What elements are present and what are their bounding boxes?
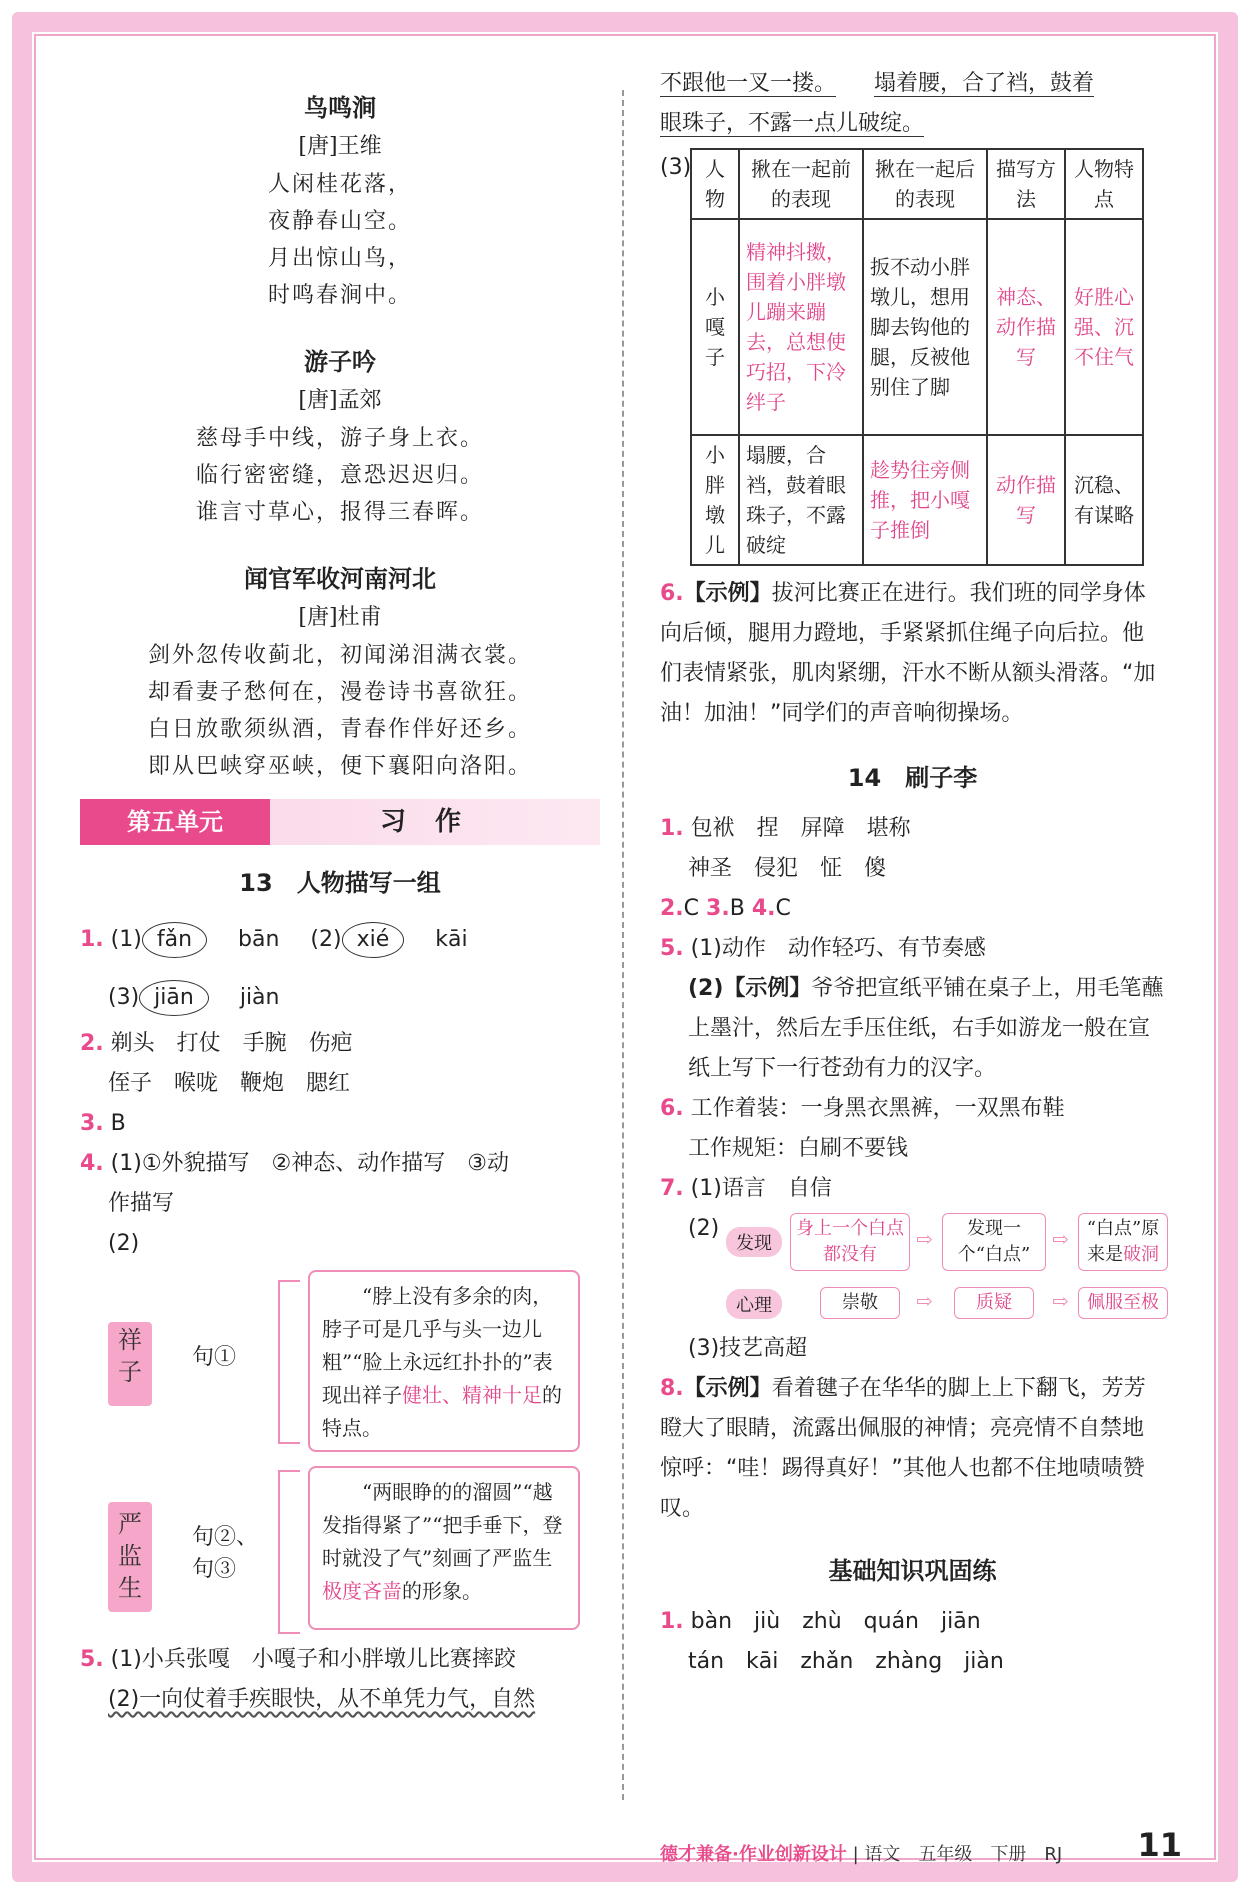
flow-box: “白点”原来是破洞	[1078, 1213, 1168, 1271]
page-number: 11	[1137, 1826, 1182, 1864]
pinyin: kāi	[435, 927, 468, 952]
question-number: 8.	[660, 1376, 684, 1401]
table-cell: 塌腰，合裆，鼓着眼珠子，不露破绽	[739, 435, 863, 565]
poem-line: 慈母手中线，游子身上衣。	[195, 426, 484, 451]
poem-line: 临行密密缝，意恐迟迟归。	[195, 463, 484, 488]
question-number: 1.	[660, 1609, 684, 1634]
flow-label: 发现	[726, 1227, 782, 1257]
question-2	[80, 1024, 600, 1104]
arrow-right-icon: ⇨	[916, 1227, 933, 1251]
answer-text: 拔河比赛正在进行。我们班的同学身体向后倾，腿用力蹬地，手紧紧抓住绳子向后拉。他们表情紧张，肌肉紧绷，汗水不断从额头滑落。“加油！加油！”同学们的声音响彻操场。	[660, 581, 1156, 726]
poem-line: 即从巴峡穿巫峡，便下襄阳向洛阳。	[147, 754, 532, 779]
poem-author: [唐]王维	[298, 134, 382, 159]
question-1	[660, 809, 1165, 889]
table-cell: 小嘎子	[691, 219, 739, 435]
table-row	[691, 219, 1143, 435]
unit-tag: 第五单元	[80, 799, 270, 845]
question-number: 3.	[706, 896, 730, 921]
answer-text: (3)技艺高超	[688, 1336, 808, 1361]
answer-text: 不跟他一叉一搂。	[660, 71, 837, 96]
subject-text: 语文 五年级 下册 RJ	[864, 1844, 1063, 1865]
flow-box: 崇敬	[820, 1287, 900, 1319]
question-number: 5.	[80, 1647, 104, 1672]
question-number: 3.	[80, 1111, 104, 1136]
character-diagram	[80, 1270, 600, 1630]
answer-text: 神圣 侵犯 怔 傻	[688, 856, 887, 881]
circled-answer: fǎn	[142, 922, 207, 958]
column-divider	[622, 90, 624, 1800]
table-header: 揪在一起前的表现	[739, 149, 863, 219]
poem-line: 夜静春山空。	[267, 209, 412, 234]
example-tag: 【示例】	[683, 1376, 772, 1401]
lesson-title: 13 人物描写一组	[239, 869, 441, 897]
example-tag: 【示例】	[683, 581, 772, 606]
unit-name: 习 作	[380, 807, 472, 837]
answer-text: 眼珠子，不露一点儿破绽。	[660, 111, 925, 136]
poem-title: 闻官军收河南河北	[244, 565, 436, 593]
sub-label: (3)	[108, 985, 140, 1010]
table-cell: 精神抖擞，围着小胖墩儿蹦来蹦去，总想使巧招，下冷绊子	[739, 219, 863, 435]
answer-text: bàn jiù zhù quán jiān	[690, 1609, 981, 1634]
flow-box: 身上一个白点都没有	[790, 1213, 910, 1271]
answer-text: B	[729, 896, 745, 921]
poem-3	[80, 559, 600, 785]
name-box: 严监生	[108, 1502, 152, 1612]
question-number: 6.	[660, 581, 684, 606]
mind-flow-diagram	[660, 1209, 1165, 1329]
left-column	[80, 70, 600, 1720]
sub-label: (3)	[660, 155, 692, 180]
flow-box: 发现一个“白点”	[942, 1213, 1046, 1271]
table-header-row	[691, 149, 1143, 219]
question-number: 4.	[80, 1151, 104, 1176]
answer-text: C	[775, 896, 791, 921]
question-3	[80, 1104, 600, 1144]
question-number: 2.	[80, 1031, 104, 1056]
question-4	[80, 1144, 600, 1264]
sub-label: (2)	[688, 1216, 720, 1241]
poem-title: 游子吟	[304, 348, 376, 376]
poem-line: 白日放歌须纵酒，青春作伴好还乡。	[147, 717, 532, 742]
flow-label: 心理	[726, 1289, 782, 1319]
pinyin: bān	[238, 927, 280, 952]
name-box: 祥子	[108, 1322, 152, 1406]
answer-text: (1)动作 动作轻巧、有节奏感	[690, 936, 986, 961]
question-number: 7.	[660, 1176, 684, 1201]
unit-banner	[80, 799, 600, 845]
answer-text: (1)语言 自信	[690, 1176, 832, 1201]
answer-text: 塌着腰，合了裆，鼓着	[874, 71, 1095, 96]
poem-line: 谁言寸草心，报得三春晖。	[195, 500, 484, 525]
poem-author: [唐]杜甫	[298, 605, 382, 630]
question-7	[660, 1169, 1165, 1209]
example-tag: (2)【示例】	[688, 976, 812, 1001]
answer-text: 作描写	[108, 1191, 175, 1216]
sub-label: (2)	[310, 927, 342, 952]
answer-text: B	[110, 1111, 126, 1136]
flow-box: 质疑	[954, 1287, 1034, 1319]
flow-box: 佩服至极	[1078, 1287, 1168, 1319]
question-5	[80, 1640, 600, 1720]
poem-line: 剑外忽传收蓟北，初闻涕泪满衣裳。	[147, 643, 532, 668]
table-cell: 好胜心强、沉不住气	[1065, 219, 1143, 435]
table-cell: 趁势往旁侧推，把小嘎子推倒	[863, 435, 987, 565]
poem-line: 月出惊山鸟，	[267, 246, 412, 271]
answer-text: 工作着装：一身黑衣黑裤，一双黑布鞋	[690, 1096, 1065, 1121]
pinyin: jiàn	[239, 985, 280, 1010]
question-6	[660, 574, 1165, 734]
lesson-title: 14 刷子李	[847, 764, 978, 792]
answer-text: (2)一向仗着手疾眼快，从不单凭力气，自然	[108, 1687, 536, 1712]
question-2-4	[660, 889, 1165, 929]
separator: |	[852, 1844, 859, 1865]
note-box: “脖上没有多余的肉，脖子可是几乎与头一边儿粗”“脸上永远红扑扑的”表现出祥子健壮、精神十足的特点。	[308, 1270, 580, 1452]
table-header: 揪在一起后的表现	[863, 149, 987, 219]
question-number: 5.	[660, 936, 684, 961]
table-block	[660, 148, 1165, 566]
right-column	[660, 64, 1165, 1682]
arrow-right-icon: ⇨	[916, 1289, 933, 1313]
brand-text: 德才兼备·作业创新设计	[660, 1844, 847, 1865]
table-cell: 神态、动作描写	[987, 219, 1065, 435]
question-1	[660, 1602, 1165, 1682]
answer-text: C	[683, 896, 700, 921]
table-header: 人物特点	[1065, 149, 1143, 219]
table-row	[691, 435, 1143, 565]
question-number: 6.	[660, 1096, 684, 1121]
sub-label: (1)	[110, 927, 142, 952]
question-number: 1.	[660, 816, 684, 841]
question-5	[660, 929, 1165, 1089]
poem-line: 人闲桂花落，	[267, 172, 412, 197]
poem-line: 时鸣春涧中。	[267, 283, 412, 308]
question-1	[80, 914, 600, 1024]
arrow-right-icon: ⇨	[1052, 1227, 1069, 1251]
answer-text: (1)①外貌描写 ②神态、动作描写 ③动	[110, 1151, 510, 1176]
footer	[660, 1840, 1062, 1866]
continued-answer	[660, 64, 1165, 144]
section-title: 基础知识巩固练	[828, 1557, 997, 1585]
poem-title: 鸟鸣涧	[304, 94, 376, 122]
table-cell: 小胖墩儿	[691, 435, 739, 565]
question-number: 1.	[80, 927, 104, 952]
arrow-right-icon: ⇨	[1052, 1289, 1069, 1313]
poem-line: 却看妻子愁何在，漫卷诗书喜欲狂。	[147, 680, 532, 705]
note-box: “两眼睁的的溜圆”“越发指得紧了”“把手垂下，登时就没了气”刻画了严监生极度吝啬的形象。	[308, 1466, 580, 1630]
poem-2	[80, 342, 600, 531]
circled-answer: jiān	[139, 980, 209, 1016]
table-cell: 沉稳、有谋略	[1065, 435, 1143, 565]
table-header: 人物	[691, 149, 739, 219]
poem-1	[80, 88, 600, 314]
bracket	[278, 1280, 300, 1444]
circled-answer: xié	[342, 922, 405, 958]
poem-author: [唐]孟郊	[298, 388, 382, 413]
question-number: 4.	[751, 896, 776, 921]
answer-text: 包袱 捏 屏障 堪称	[690, 816, 911, 841]
answer-text: (1)小兵张嘎 小嘎子和小胖墩儿比赛摔跤	[110, 1647, 516, 1672]
sentence-label: 句③	[192, 1557, 237, 1582]
answer-text: 爷爷把宣纸平铺在桌子上，用毛笔蘸上墨汁，然后左手压住纸，右手如游龙一般在宣纸上写下一行苍劲有力的汉字。	[688, 976, 1164, 1081]
question-8	[660, 1369, 1165, 1529]
question-number: 2.	[660, 896, 684, 921]
answer-text: 工作规矩：白刷不要钱	[688, 1136, 909, 1161]
table-cell: 动作描写	[987, 435, 1065, 565]
table-header: 描写方法	[987, 149, 1065, 219]
sentence-label: 句②、	[192, 1525, 259, 1550]
answer-text: tán kāi zhǎn zhàng jiàn	[688, 1649, 1004, 1674]
bracket	[278, 1470, 300, 1634]
question-6	[660, 1089, 1165, 1169]
sub-label: (2)	[108, 1231, 140, 1256]
sentence-label: 句①	[192, 1345, 237, 1370]
answer-text: 剃头 打仗 手腕 伤疤	[110, 1031, 353, 1056]
answer-text: 侄子 喉咙 鞭炮 腮红	[108, 1071, 351, 1096]
character-table	[690, 148, 1144, 566]
answer-text: 看着毽子在华华的脚上上下翻飞，芳芳瞪大了眼睛，流露出佩服的神情；亮亮情不自禁地惊呼：“哇！踢得真好！”其他人也都不住地啧啧赞叹。	[660, 1376, 1146, 1521]
table-cell: 扳不动小胖墩儿，想用脚去钩他的腿，反被他别住了脚	[863, 219, 987, 435]
